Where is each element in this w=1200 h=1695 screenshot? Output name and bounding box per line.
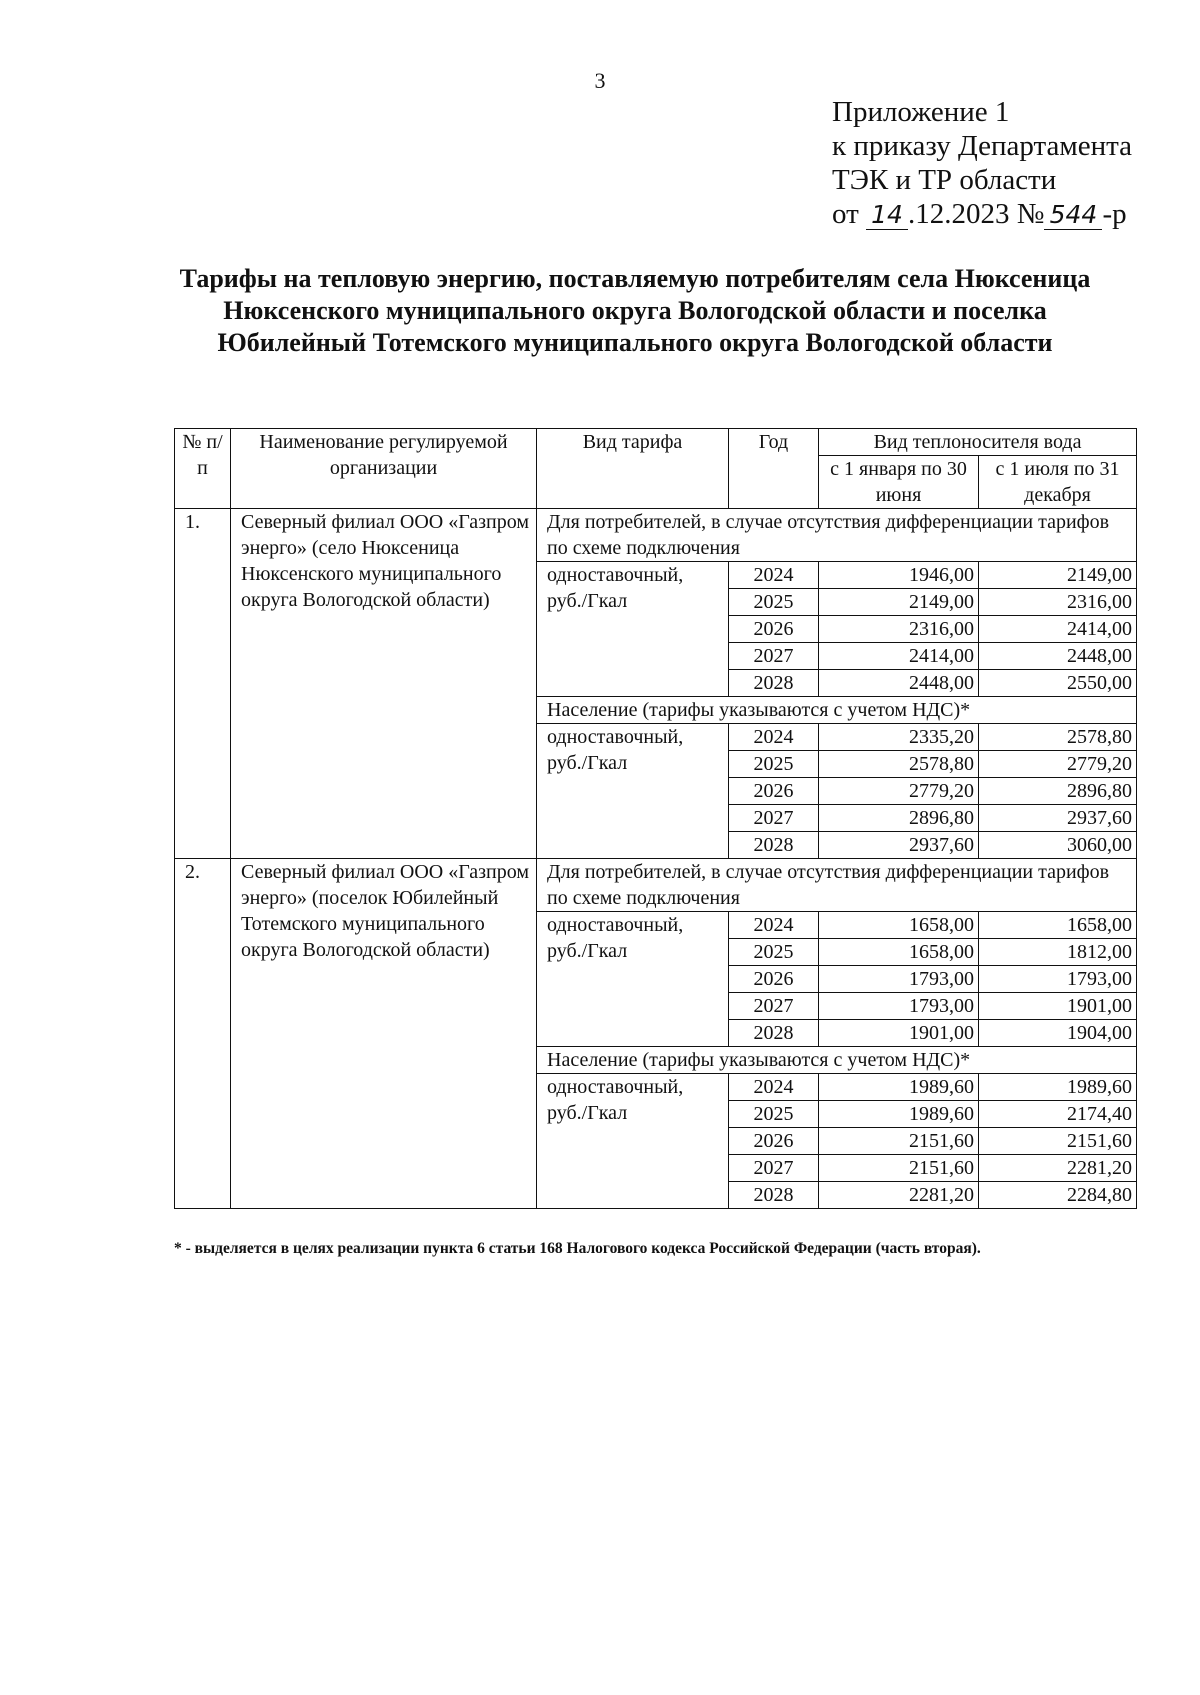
page-number: 3 <box>594 68 606 93</box>
tariff-period-2: 2281,20 <box>979 1155 1137 1182</box>
tariff-period-1: 1658,00 <box>819 939 979 966</box>
tariff-period-2: 2284,80 <box>979 1182 1137 1209</box>
tariff-period-1: 2151,60 <box>819 1155 979 1182</box>
tariff-period-1: 2281,20 <box>819 1182 979 1209</box>
tariff-period-2: 2896,80 <box>979 778 1137 805</box>
tariff-period-1: 2937,60 <box>819 832 979 859</box>
year-cell: 2027 <box>729 805 819 832</box>
header-carrier: Вид теплоносителя вода <box>819 429 1137 456</box>
tariff-period-2: 2149,00 <box>979 562 1137 589</box>
tariff-period-1: 2335,20 <box>819 724 979 751</box>
tariff-period-1: 2896,80 <box>819 805 979 832</box>
entry-number: 1. <box>175 509 231 859</box>
year-cell: 2027 <box>729 643 819 670</box>
tariff-period-2: 1989,60 <box>979 1074 1137 1101</box>
document-title: Тарифы на тепловую энергию, поставляемую потребителям села Нюксеница Нюксенского муниципального округа Вологодской области и поселка Юбилейный Тотемского муниципального округа Вологодской области <box>179 264 1091 357</box>
header-period-1: с 1 января по 30 июня <box>819 456 979 509</box>
year-cell: 2026 <box>729 966 819 993</box>
tariff-period-2: 2578,80 <box>979 724 1137 751</box>
tariff-type: одноставочный, руб./Гкал <box>537 724 729 859</box>
tariff-period-2: 2779,20 <box>979 751 1137 778</box>
tariff-period-1: 2448,00 <box>819 670 979 697</box>
tariff-period-1: 1793,00 <box>819 993 979 1020</box>
year-cell: 2026 <box>729 1128 819 1155</box>
consumer-category: Для потребителей, в случае отсутствия дифференциации тарифов по схеме подключения <box>537 859 1137 912</box>
tariff-table <box>174 428 1137 1209</box>
tariff-period-1: 2779,20 <box>819 778 979 805</box>
year-cell: 2027 <box>729 993 819 1020</box>
tariff-type: одноставочный, руб./Гкал <box>537 912 729 1047</box>
tariff-period-1: 1901,00 <box>819 1020 979 1047</box>
appendix-line-2: к приказу Департамента <box>832 130 1133 162</box>
year-cell: 2028 <box>729 832 819 859</box>
year-cell: 2024 <box>729 724 819 751</box>
year-cell: 2024 <box>729 912 819 939</box>
tariff-period-2: 2414,00 <box>979 616 1137 643</box>
year-cell: 2025 <box>729 751 819 778</box>
appendix-date-line <box>832 197 1132 231</box>
header-num: № п/п <box>175 429 231 509</box>
tariff-period-1: 2151,60 <box>819 1128 979 1155</box>
date-rest: .12.2023 № <box>908 198 1045 230</box>
tariff-period-1: 1946,00 <box>819 562 979 589</box>
header-period-2: с 1 июля по 31 декабря <box>979 456 1137 509</box>
footnote: * - выделяется в целях реализации пункта 6 статьи 168 Налогового кодекса Российской Федерации (часть вторая). <box>174 1240 981 1257</box>
organization-name: Северный филиал ООО «Газпром энерго» (поселок Юбилейный Тотемского муниципального округа Вологодской области) <box>231 859 537 1209</box>
table-header <box>175 429 1137 509</box>
tariff-period-2: 1901,00 <box>979 993 1137 1020</box>
appendix-line-1: Приложение 1 <box>832 96 1010 128</box>
tariff-period-2: 3060,00 <box>979 832 1137 859</box>
appendix-line-3: ТЭК и ТР области <box>832 164 1057 196</box>
tariff-period-1: 2578,80 <box>819 751 979 778</box>
year-cell: 2025 <box>729 1101 819 1128</box>
tariff-period-2: 1793,00 <box>979 966 1137 993</box>
order-suffix: -р <box>1102 198 1127 230</box>
year-cell: 2028 <box>729 1020 819 1047</box>
year-cell: 2025 <box>729 939 819 966</box>
date-prefix: от <box>832 198 859 230</box>
tariff-period-1: 1658,00 <box>819 912 979 939</box>
tariff-period-1: 1793,00 <box>819 966 979 993</box>
tariff-period-2: 1812,00 <box>979 939 1137 966</box>
category-row <box>175 859 1137 912</box>
category-row <box>175 509 1137 562</box>
tariff-period-1: 2149,00 <box>819 589 979 616</box>
tariff-period-2: 2448,00 <box>979 643 1137 670</box>
consumer-category: Население (тарифы указываются с учетом НДС)* <box>537 1047 1137 1074</box>
tariff-period-1: 1989,60 <box>819 1074 979 1101</box>
tariff-period-1: 2414,00 <box>819 643 979 670</box>
consumer-category: Для потребителей, в случае отсутствия дифференциации тарифов по схеме подключения <box>537 509 1137 562</box>
tariff-period-2: 2151,60 <box>979 1128 1137 1155</box>
year-cell: 2026 <box>729 616 819 643</box>
consumer-category: Население (тарифы указываются с учетом НДС)* <box>537 697 1137 724</box>
tariff-period-1: 2316,00 <box>819 616 979 643</box>
tariff-period-2: 2550,00 <box>979 670 1137 697</box>
year-cell: 2026 <box>729 778 819 805</box>
tariff-period-1: 1989,60 <box>819 1101 979 1128</box>
organization-name: Северный филиал ООО «Газпром энерго» (село Нюксеница Нюксенского муниципального округа Вологодской области) <box>231 509 537 859</box>
tariff-period-2: 2174,40 <box>979 1101 1137 1128</box>
tariff-period-2: 1904,00 <box>979 1020 1137 1047</box>
year-cell: 2025 <box>729 589 819 616</box>
table-body <box>175 509 1137 1209</box>
tariff-type: одноставочный, руб./Гкал <box>537 1074 729 1209</box>
handwritten-day: 14 <box>866 201 908 230</box>
year-cell: 2024 <box>729 1074 819 1101</box>
year-cell: 2028 <box>729 670 819 697</box>
year-cell: 2024 <box>729 562 819 589</box>
tariff-type: одноставочный, руб./Гкал <box>537 562 729 697</box>
handwritten-order-number: 544 <box>1044 201 1102 230</box>
header-tariff-type: Вид тарифа <box>537 429 729 509</box>
entry-number: 2. <box>175 859 231 1209</box>
tariff-period-2: 1658,00 <box>979 912 1137 939</box>
tariff-period-2: 2316,00 <box>979 589 1137 616</box>
header-org: Наименование регулируемой организации <box>231 429 537 509</box>
tariff-period-2: 2937,60 <box>979 805 1137 832</box>
header-year: Год <box>729 429 819 509</box>
year-cell: 2027 <box>729 1155 819 1182</box>
appendix-block <box>832 95 1132 231</box>
year-cell: 2028 <box>729 1182 819 1209</box>
